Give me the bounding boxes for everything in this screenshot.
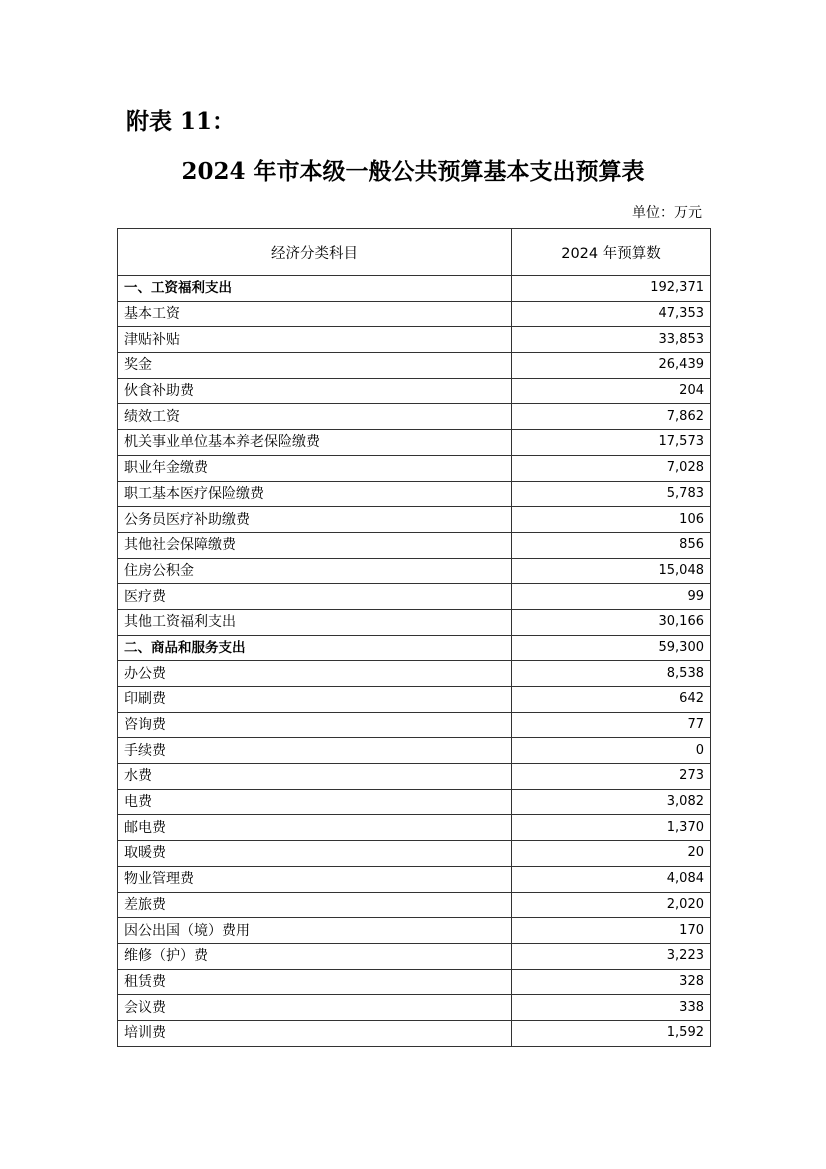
row-category: 印刷费 [118,687,512,713]
row-budget-value: 106 [512,507,711,533]
table-row [118,532,711,558]
table-row [118,738,711,764]
table-row [118,353,711,379]
row-category: 伙食补助费 [118,378,512,404]
row-category: 住房公积金 [118,558,512,584]
section-row [118,276,711,302]
table-row [118,455,711,481]
row-budget-value: 7,028 [512,455,711,481]
row-category: 职业年金缴费 [118,455,512,481]
row-budget-value: 2,020 [512,892,711,918]
row-category: 水费 [118,764,512,790]
section-row [118,635,711,661]
header-row [118,229,711,276]
row-category: 医疗费 [118,584,512,610]
row-category: 培训费 [118,1020,512,1046]
row-budget-value: 1,370 [512,815,711,841]
row-category: 取暖费 [118,841,512,867]
table-row [118,866,711,892]
table-body [118,276,711,1047]
row-category: 其他工资福利支出 [118,609,512,635]
unit-label: 单位：万元 [632,205,702,221]
row-budget-value: 204 [512,378,711,404]
table-row [118,995,711,1021]
row-category: 邮电费 [118,815,512,841]
row-budget-value: 856 [512,532,711,558]
row-category: 津贴补贴 [118,327,512,353]
table-row [118,687,711,713]
row-budget-value: 8,538 [512,661,711,687]
table-row [118,712,711,738]
row-budget-value: 1,592 [512,1020,711,1046]
row-budget-value: 642 [512,687,711,713]
row-budget-value: 47,353 [512,301,711,327]
row-budget-value: 20 [512,841,711,867]
table-row [118,327,711,353]
table-row [118,764,711,790]
table-row [118,815,711,841]
table-row [118,943,711,969]
table-row [118,481,711,507]
table-row [118,789,711,815]
row-category: 机关事业单位基本养老保险缴费 [118,430,512,456]
row-category: 公务员医疗补助缴费 [118,507,512,533]
row-budget-value: 15,048 [512,558,711,584]
row-budget-value: 338 [512,995,711,1021]
table-row [118,661,711,687]
row-category: 基本工资 [118,301,512,327]
row-category: 绩效工资 [118,404,512,430]
row-budget-value: 5,783 [512,481,711,507]
row-category: 因公出国（境）费用 [118,918,512,944]
row-budget-value: 59,300 [512,635,711,661]
document-title: 2024 年市本级一般公共预算基本支出预算表 [181,158,645,185]
row-budget-value: 3,082 [512,789,711,815]
table-row [118,301,711,327]
row-budget-value: 33,853 [512,327,711,353]
table-row [118,1020,711,1046]
table-row [118,609,711,635]
row-category: 办公费 [118,661,512,687]
row-budget-value: 30,166 [512,609,711,635]
table-row [118,378,711,404]
row-budget-value: 273 [512,764,711,790]
row-budget-value: 0 [512,738,711,764]
appendix-label: 附表 11： [126,108,236,135]
column-header-category: 经济分类科目 [118,229,512,276]
table-row [118,969,711,995]
table-row [118,892,711,918]
row-category: 二、商品和服务支出 [118,635,512,661]
row-category: 维修（护）费 [118,943,512,969]
row-budget-value: 192,371 [512,276,711,302]
row-budget-value: 26,439 [512,353,711,379]
row-budget-value: 328 [512,969,711,995]
row-category: 会议费 [118,995,512,1021]
table-row [118,841,711,867]
column-header-budget: 2024 年预算数 [512,229,711,276]
table-row [118,584,711,610]
row-category: 租赁费 [118,969,512,995]
row-category: 一、工资福利支出 [118,276,512,302]
row-budget-value: 7,862 [512,404,711,430]
table-row [118,430,711,456]
row-category: 差旅费 [118,892,512,918]
table-row [118,507,711,533]
budget-table [117,228,711,1047]
row-category: 其他社会保障缴费 [118,532,512,558]
row-budget-value: 99 [512,584,711,610]
table-header [118,229,711,276]
table-row [118,918,711,944]
row-category: 奖金 [118,353,512,379]
table-row [118,404,711,430]
row-category: 手续费 [118,738,512,764]
row-budget-value: 77 [512,712,711,738]
row-category: 物业管理费 [118,866,512,892]
row-budget-value: 3,223 [512,943,711,969]
row-category: 咨询费 [118,712,512,738]
row-category: 职工基本医疗保险缴费 [118,481,512,507]
table-row [118,558,711,584]
row-category: 电费 [118,789,512,815]
row-budget-value: 170 [512,918,711,944]
row-budget-value: 4,084 [512,866,711,892]
row-budget-value: 17,573 [512,430,711,456]
